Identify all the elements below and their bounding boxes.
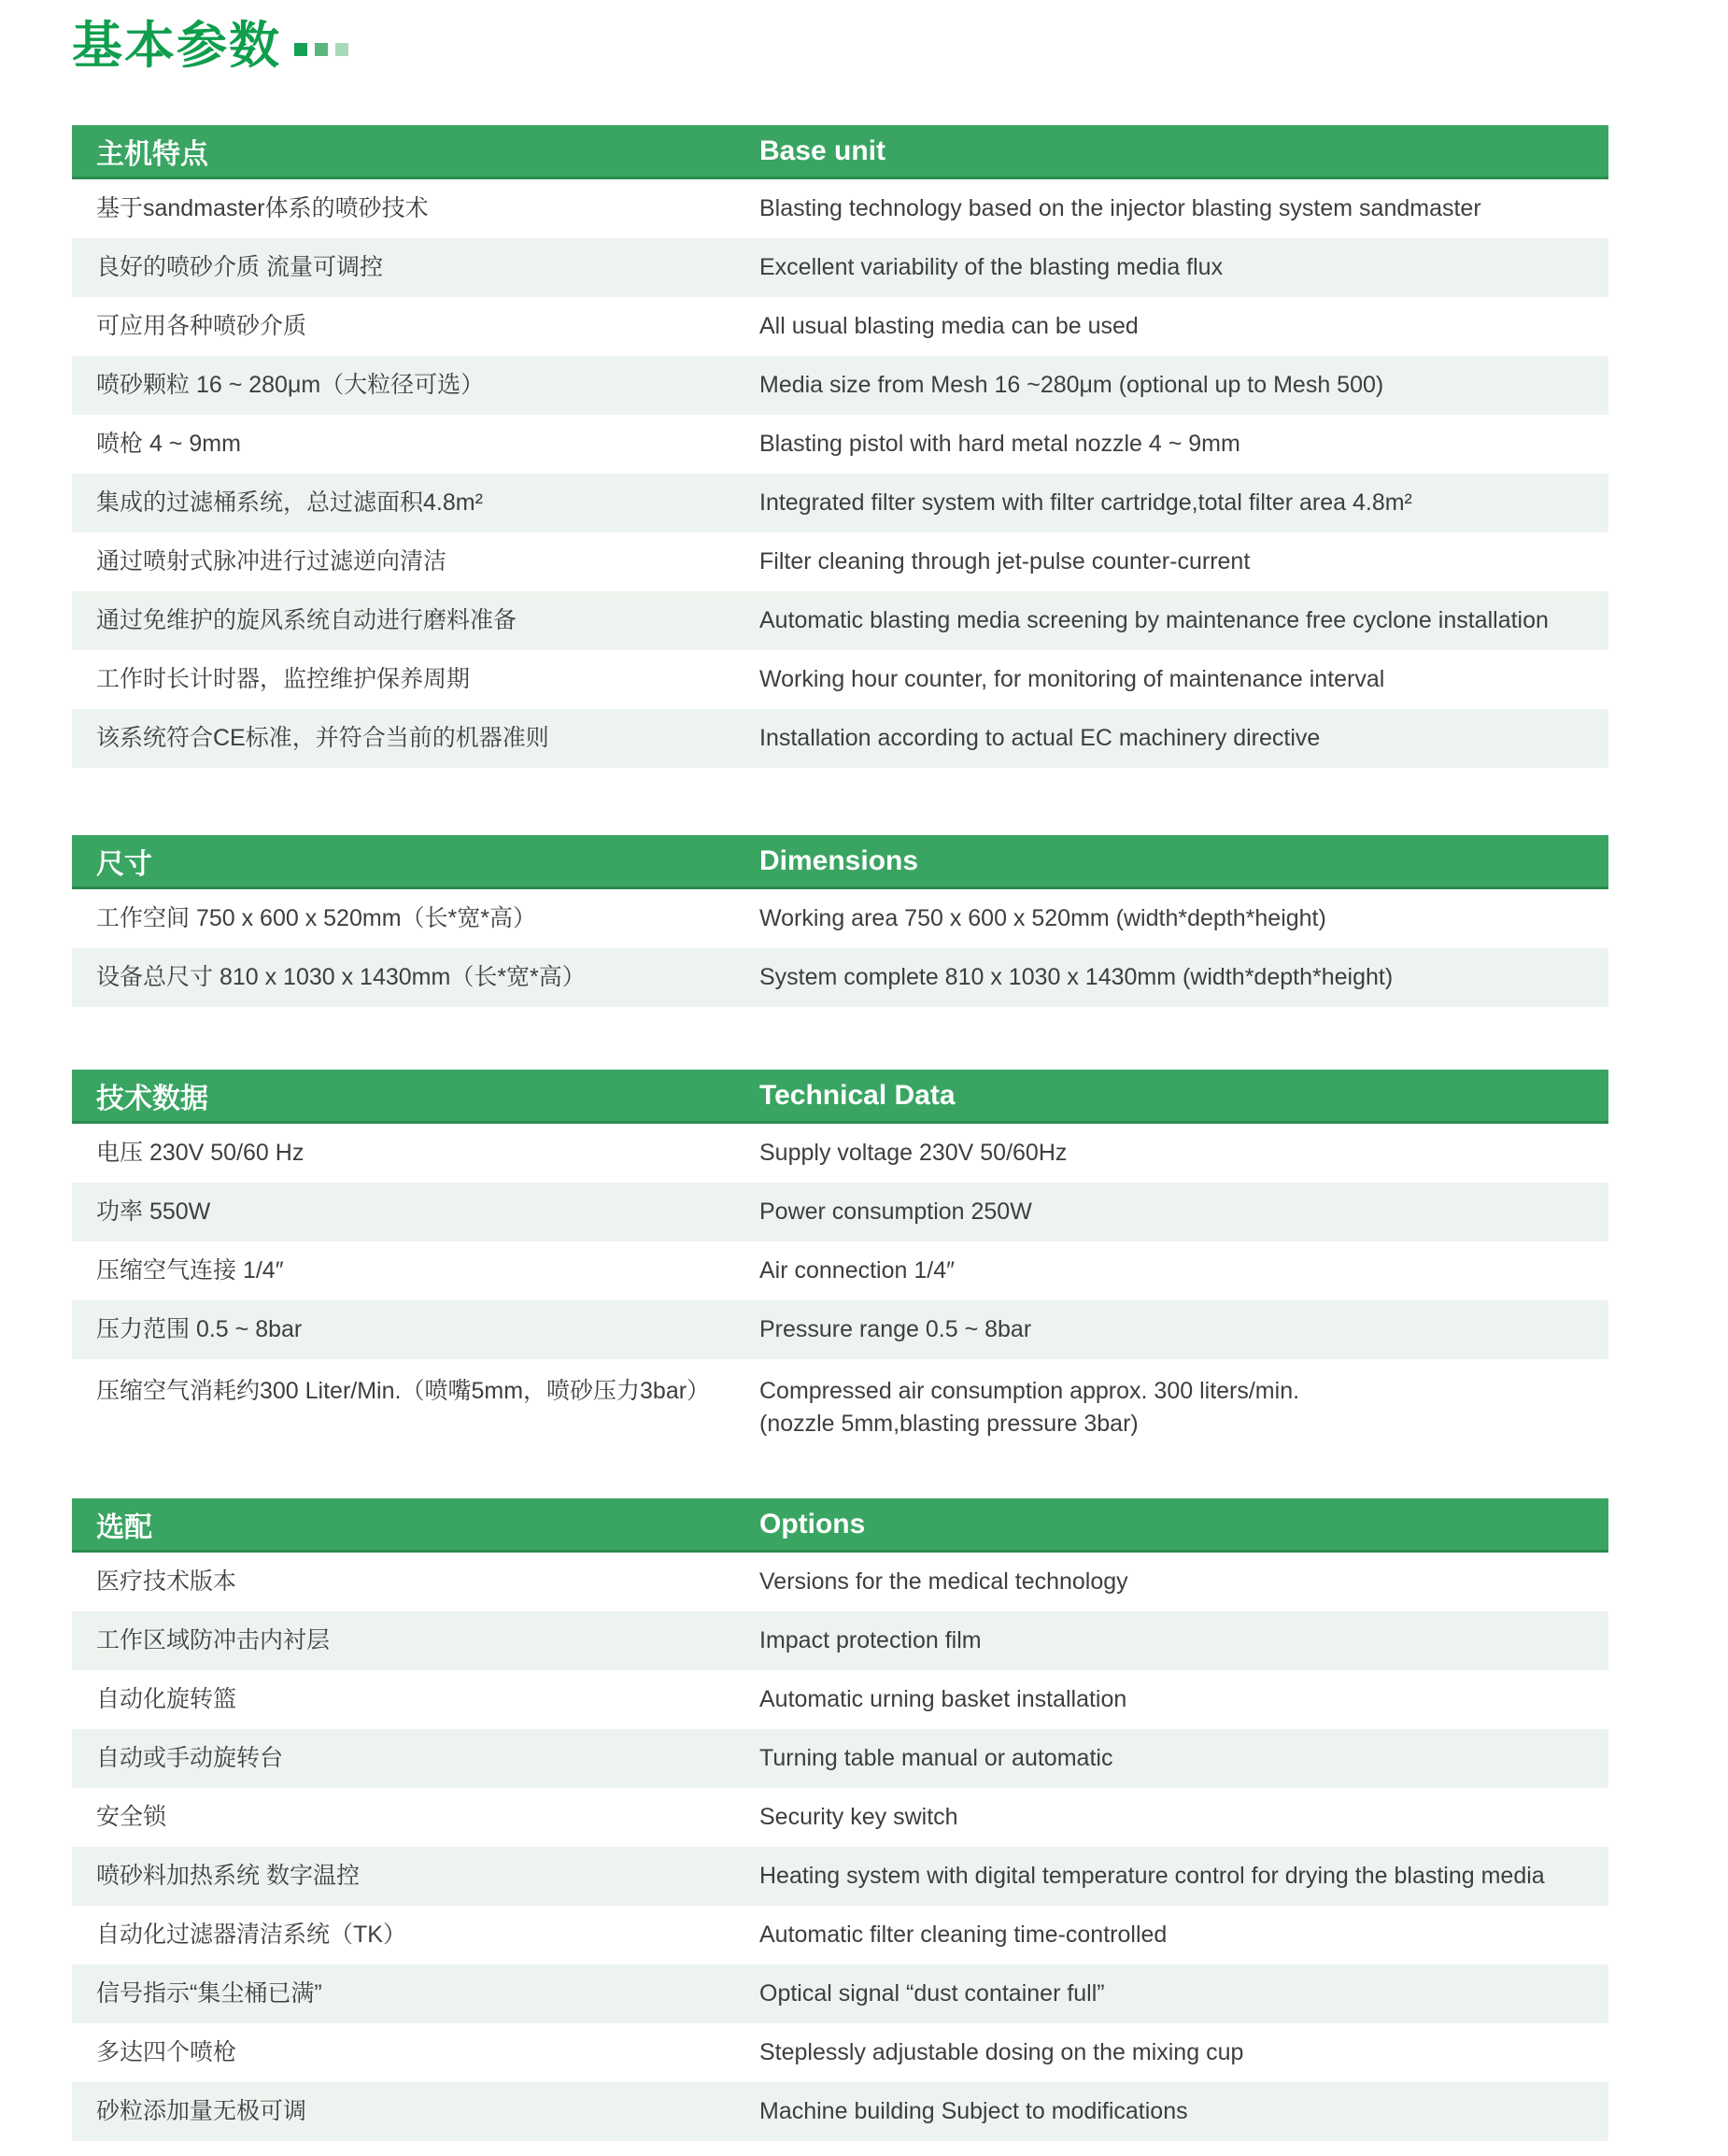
table-rows bbox=[72, 1124, 1608, 1456]
cell-zh: 压力范围 0.5 ~ 8bar bbox=[96, 1316, 303, 1342]
table-row bbox=[72, 1847, 1608, 1906]
cell-en: Automatic urning basket installation bbox=[759, 1686, 1127, 1712]
table-row bbox=[72, 2082, 1608, 2141]
table-header-en: Options bbox=[759, 1508, 866, 1539]
cell-en: Media size from Mesh 16 ~280μm (optional up to Mesh 500) bbox=[759, 372, 1384, 398]
cell-zh: 工作时长计时器，监控维护保养周期 bbox=[96, 666, 471, 692]
table-row bbox=[72, 709, 1608, 768]
cell-en: Air connection 1/4″ bbox=[759, 1257, 955, 1284]
cell-en: Excellent variability of the blasting media flux bbox=[759, 254, 1224, 280]
table-header-zh: 尺寸 bbox=[96, 848, 152, 880]
table-row bbox=[72, 889, 1608, 948]
cell-zh: 喷枪 4 ~ 9mm bbox=[96, 431, 241, 457]
cell-en: Impact protection film bbox=[759, 1627, 982, 1653]
table-row bbox=[72, 179, 1608, 238]
cell-en: Working area 750 x 600 x 520mm (width*depth*height) bbox=[759, 905, 1326, 931]
cell-zh: 压缩空气连接 1/4″ bbox=[96, 1257, 284, 1284]
table-row bbox=[72, 415, 1608, 474]
table-rows bbox=[72, 889, 1608, 1007]
table-header bbox=[72, 1070, 1608, 1124]
table-row bbox=[72, 1359, 1608, 1456]
cell-en: Turning table manual or automatic bbox=[759, 1745, 1113, 1771]
cell-en: Working hour counter, for monitoring of maintenance interval bbox=[759, 666, 1385, 692]
table-row bbox=[72, 1241, 1608, 1300]
table-header-en: Technical Data bbox=[759, 1079, 956, 1111]
table-row bbox=[72, 1729, 1608, 1788]
cell-en: Integrated filter system with filter cartridge,total filter area 4.8m² bbox=[759, 489, 1412, 516]
cell-zh: 良好的喷砂介质 流量可调控 bbox=[96, 254, 383, 280]
table-header-zh: 主机特点 bbox=[96, 138, 208, 170]
cell-zh: 安全锁 bbox=[96, 1804, 167, 1830]
table-header bbox=[72, 1498, 1608, 1553]
page-title: 基本参数 bbox=[72, 18, 281, 74]
spec-table-base-unit bbox=[72, 125, 1608, 768]
cell-zh: 自动化旋转篮 bbox=[96, 1686, 237, 1712]
cell-en: Heating system with digital temperature control for drying the blasting media bbox=[759, 1863, 1545, 1889]
cell-zh: 工作空间 750 x 600 x 520mm（长*宽*高） bbox=[96, 905, 536, 931]
table-row bbox=[72, 1553, 1608, 1611]
cell-en: Supply voltage 230V 50/60Hz bbox=[759, 1140, 1068, 1166]
cell-zh: 信号指示“集尘桶已满” bbox=[96, 1980, 322, 2007]
spec-table-options bbox=[72, 1498, 1608, 2141]
cell-en-line2: (nozzle 5mm,blasting pressure 3bar) bbox=[759, 1411, 1139, 1437]
table-row bbox=[72, 474, 1608, 532]
spec-table-dimensions bbox=[72, 835, 1608, 1007]
cell-zh: 喷砂料加热系统 数字温控 bbox=[96, 1863, 360, 1889]
cell-en: Blasting technology based on the injector blasting system sandmaster bbox=[759, 195, 1481, 221]
cell-en: Automatic blasting media screening by maintenance free cyclone installation bbox=[759, 607, 1549, 633]
table-row bbox=[72, 532, 1608, 591]
cell-zh: 设备总尺寸 810 x 1030 x 1430mm（长*宽*高） bbox=[96, 964, 586, 990]
cell-zh: 可应用各种喷砂介质 bbox=[96, 313, 307, 339]
table-row bbox=[72, 1788, 1608, 1847]
cell-zh: 工作区域防冲击内衬层 bbox=[96, 1627, 331, 1653]
cell-zh: 自动化过滤器清洁系统（TK） bbox=[96, 1922, 406, 1948]
table-row bbox=[72, 1906, 1608, 1965]
cell-en: System complete 810 x 1030 x 1430mm (width*depth*height) bbox=[759, 964, 1394, 990]
table-row bbox=[72, 1670, 1608, 1729]
table-row bbox=[72, 948, 1608, 1007]
accent-square-icon bbox=[315, 43, 328, 56]
cell-zh: 多达四个喷枪 bbox=[96, 2039, 237, 2065]
cell-zh: 通过免维护的旋风系统自动进行磨料准备 bbox=[96, 607, 517, 633]
table-header bbox=[72, 835, 1608, 889]
table-rows bbox=[72, 179, 1608, 768]
cell-zh: 集成的过滤桶系统，总过滤面积4.8m² bbox=[96, 489, 483, 516]
cell-zh: 喷砂颗粒 16 ~ 280μm（大粒径可选） bbox=[96, 372, 485, 398]
cell-en: Pressure range 0.5 ~ 8bar bbox=[759, 1316, 1032, 1342]
cell-en: All usual blasting media can be used bbox=[759, 313, 1139, 339]
cell-en bbox=[759, 1375, 1608, 1440]
accent-square-icon bbox=[335, 43, 348, 56]
table-header-zh: 选配 bbox=[96, 1511, 152, 1543]
cell-zh: 自动或手动旋转台 bbox=[96, 1745, 284, 1771]
table-row bbox=[72, 2023, 1608, 2082]
table-header-zh: 技术数据 bbox=[96, 1083, 208, 1114]
table-row bbox=[72, 1965, 1608, 2023]
accent-square-icon bbox=[294, 43, 307, 56]
table-row bbox=[72, 1300, 1608, 1359]
table-row bbox=[72, 1183, 1608, 1241]
cell-en: Security key switch bbox=[759, 1804, 958, 1830]
table-row bbox=[72, 356, 1608, 415]
spec-table-technical-data bbox=[72, 1070, 1608, 1456]
cell-zh: 压缩空气消耗约300 Liter/Min.（喷嘴5mm，喷砂压力3bar） bbox=[96, 1378, 711, 1404]
cell-zh: 砂粒添加量无极可调 bbox=[96, 2098, 307, 2124]
cell-en: Machine building Subject to modifications bbox=[759, 2098, 1188, 2124]
cell-en: Filter cleaning through jet-pulse counter-current bbox=[759, 548, 1251, 574]
table-row bbox=[72, 297, 1608, 356]
cell-zh: 该系统符合CE标准，并符合当前的机器准则 bbox=[96, 725, 549, 751]
cell-en: Power consumption 250W bbox=[759, 1199, 1032, 1225]
table-row bbox=[72, 1611, 1608, 1670]
cell-en: Blasting pistol with hard metal nozzle 4 ~ 9mm bbox=[759, 431, 1240, 457]
table-rows bbox=[72, 1553, 1608, 2141]
table-row bbox=[72, 1124, 1608, 1183]
cell-en: Automatic filter cleaning time-controlled bbox=[759, 1922, 1168, 1948]
cell-zh: 通过喷射式脉冲进行过滤逆向清洁 bbox=[96, 548, 447, 574]
table-row bbox=[72, 650, 1608, 709]
cell-zh: 基于sandmaster体系的喷砂技术 bbox=[96, 195, 429, 221]
cell-en-line1: Compressed air consumption approx. 300 liters/min. bbox=[759, 1378, 1300, 1404]
cell-zh: 电压 230V 50/60 Hz bbox=[96, 1140, 305, 1166]
cell-en: Versions for the medical technology bbox=[759, 1568, 1128, 1595]
table-header-en: Base unit bbox=[759, 135, 886, 166]
table-header-en: Dimensions bbox=[759, 844, 919, 876]
title-accent-squares bbox=[294, 43, 348, 56]
table-header bbox=[72, 125, 1608, 179]
table-row bbox=[72, 591, 1608, 650]
cell-en: Installation according to actual EC machinery directive bbox=[759, 725, 1321, 751]
cell-en: Steplessly adjustable dosing on the mixing cup bbox=[759, 2039, 1244, 2065]
cell-en: Optical signal “dust container full” bbox=[759, 1980, 1105, 2007]
cell-zh: 医疗技术版本 bbox=[96, 1568, 237, 1595]
page-title-row bbox=[72, 19, 1728, 73]
cell-zh: 功率 550W bbox=[96, 1199, 211, 1225]
table-row bbox=[72, 238, 1608, 297]
